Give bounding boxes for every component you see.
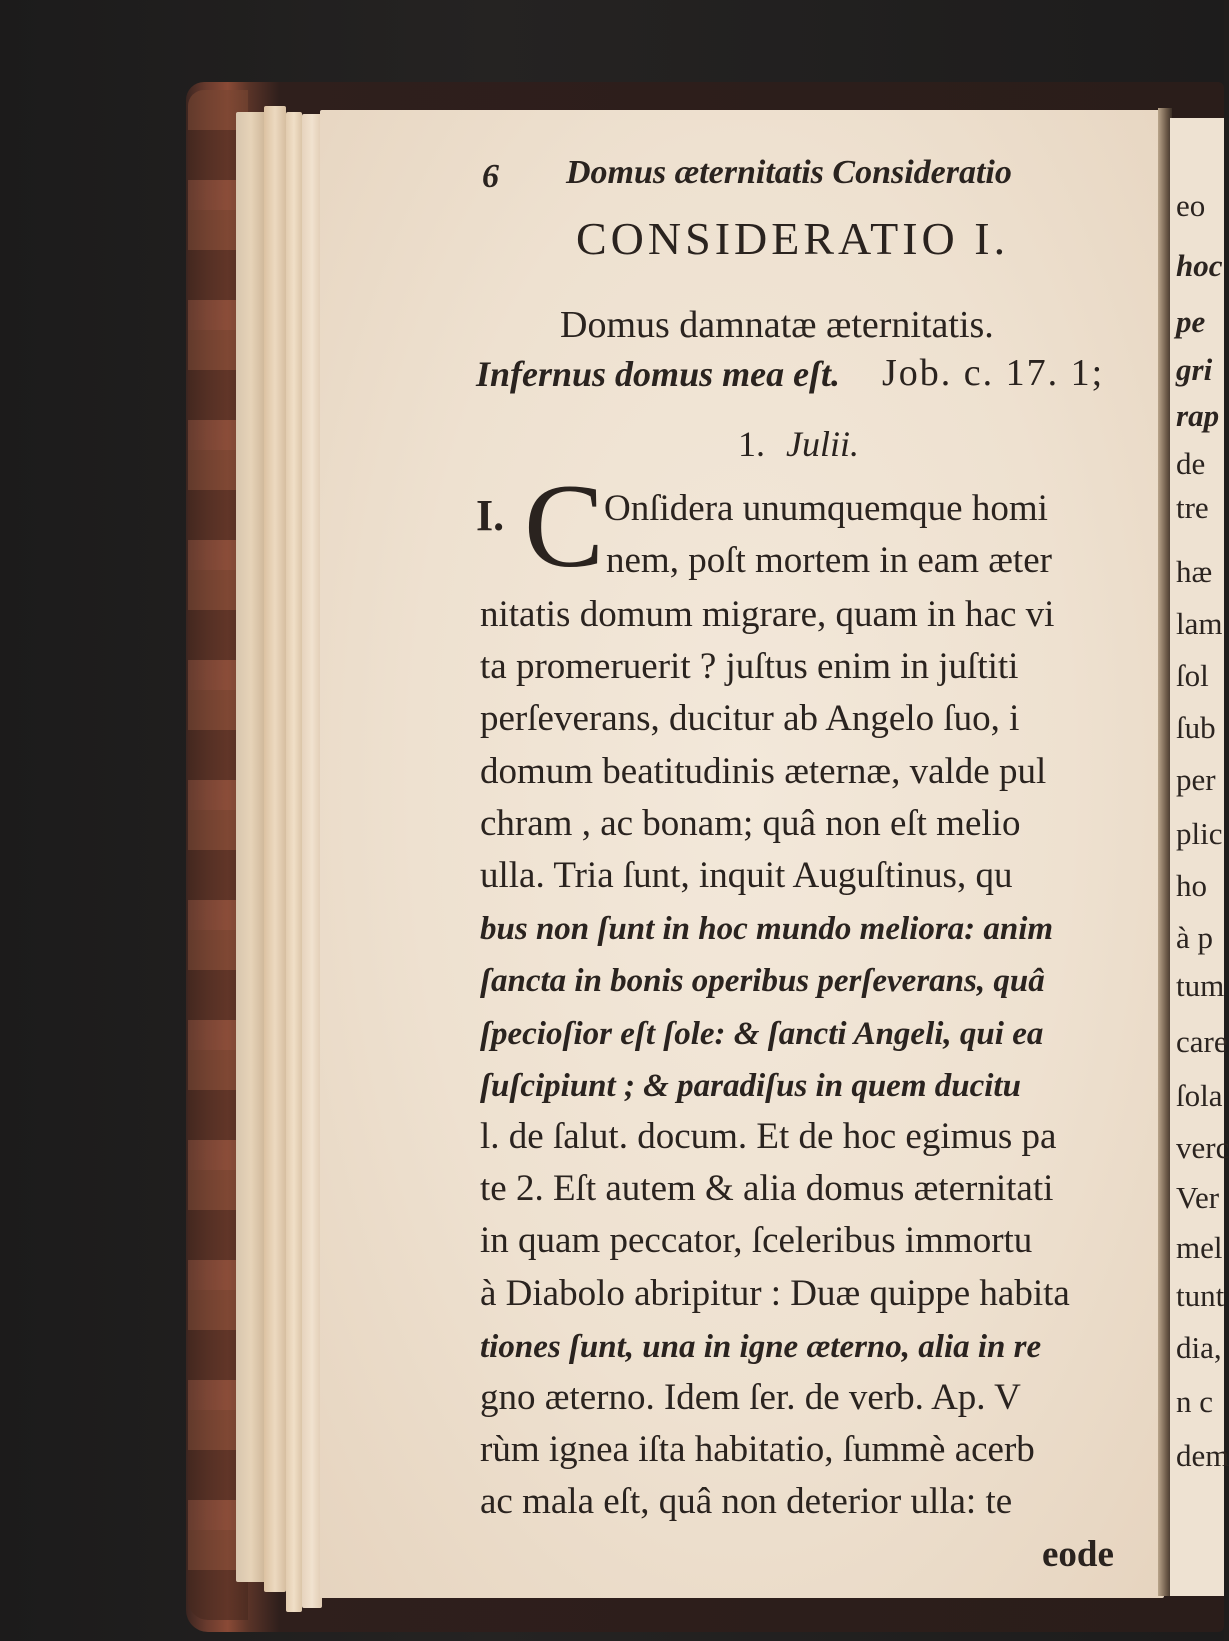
text-line: tiones ſunt, una in igne æterno, alia in re [480,1329,1042,1365]
facing-page-fragment: dem [1176,1438,1229,1473]
facing-page [1170,118,1229,1596]
facing-page-fragment: mel [1176,1230,1223,1265]
text-line: nem, poſt mortem in eam æter [606,540,1052,581]
facing-page-fragment: rap [1176,398,1220,433]
paragraph-number: I. [476,491,505,540]
facing-page-fragment: hæ [1176,554,1213,589]
catchword: eode [1042,1534,1114,1575]
text-line: à Diabolo abripitur : Duæ quippe habita [480,1273,1070,1314]
facing-page-fragment: Ver [1176,1180,1220,1215]
facing-page-fragment: gri [1176,352,1213,387]
text-line: chram , ac bonam; quâ non eſt melio [480,803,1021,844]
chapter-subtitle: Domus damnatæ æternitatis. [560,304,994,346]
facing-page-fragment: dia, [1176,1330,1222,1365]
text-line: in quam peccator, ſceleribus immortu [480,1220,1033,1261]
chapter-title: CONSIDERATIO I. [576,213,1010,264]
facing-page-fragment: ho [1176,868,1207,903]
facing-page-fragment: tre [1176,490,1209,525]
text-line: domum beatitudinis æternæ, valde pul [480,751,1047,792]
text-line: bus non ſunt in hoc mundo meliora: anim [480,911,1054,947]
text-line: ta promeruerit ? juſtus enim in juſtiti [480,646,1019,687]
text-line: ulla. Tria ſunt, inquit Auguſtinus, qu [480,855,1013,896]
facing-page-fragment: de [1176,446,1206,481]
date-month: Julii. [786,424,859,464]
page-edge [264,106,286,1592]
facing-page-fragment: n c [1176,1384,1214,1419]
text-line: l. de ſalut. docum. Et de hoc egimus pa [480,1116,1057,1157]
facing-page-fragment: ſol [1176,658,1209,693]
facing-page-fragment: ſola [1176,1078,1223,1113]
facing-page-fragment: plic [1176,816,1223,851]
text-line: rùm ignea iſta habitatio, ſummè acerb [480,1429,1035,1470]
text-line: Onſidera unumquemque homi [604,488,1048,529]
text-line: gno æterno. Idem ſer. de verb. Ap. V [480,1377,1021,1418]
text-line: ſpecioſior eſt ſole: & ſancti Angeli, qui ea [480,1016,1044,1052]
facing-page-fragment: ſub [1176,710,1216,745]
page-number: 6 [482,158,499,195]
text-line: nitatis domum migrare, quam in hac vi [480,594,1055,635]
text-line: ſancta in bonis operibus perſeverans, quâ [480,963,1045,999]
facing-page-fragment: à p [1176,920,1214,955]
facing-page-fragment: care [1176,1024,1228,1059]
facing-page-fragment: hoc [1176,248,1223,283]
facing-page-fragment: lam [1176,606,1223,641]
running-head: Domus æternitatis Consideratio [566,154,1012,191]
text-line: ſuſcipiunt ; & paradiſus in quem ducitu [480,1068,1021,1104]
drop-cap: C [524,459,605,592]
date-number: 1. [738,424,765,464]
scripture-quote: Infernus domus mea eſt. [476,354,841,394]
facing-page-fragment: verc [1176,1130,1229,1165]
page-edge [286,112,302,1612]
facing-page-fragment: pe [1176,304,1206,339]
facing-page-fragment: tunt [1176,1278,1225,1313]
scripture-reference: Job. c. 17. 1; [882,352,1105,394]
facing-page-fragment: eo [1176,188,1206,223]
left-page [320,110,1164,1598]
text-line: ac mala eſt, quâ non deterior ulla: te [480,1481,1013,1522]
page-edge [302,114,322,1608]
text-line: te 2. Eſt autem & alia domus æternitati [480,1168,1054,1209]
text-line: perſeverans, ducitur ab Angelo ſuo, i [480,698,1020,739]
facing-page-fragment: per [1176,762,1216,797]
page-edge [236,112,266,1582]
facing-page-fragment: tum [1176,968,1225,1003]
